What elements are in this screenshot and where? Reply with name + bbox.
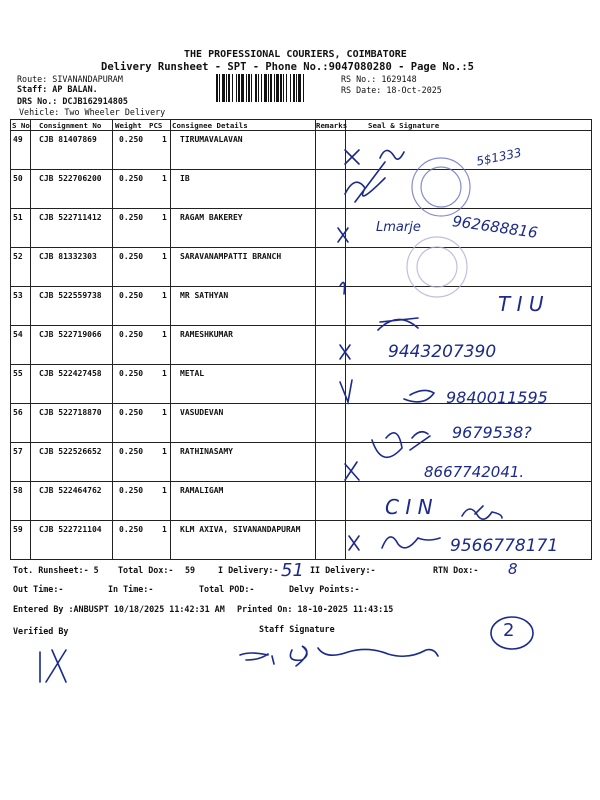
row-weight: 0.250 bbox=[119, 291, 144, 300]
row-pcs: 1 bbox=[162, 291, 167, 300]
row-weight: 0.250 bbox=[119, 330, 144, 339]
row-sno: 56 bbox=[13, 408, 23, 417]
row-sno: 50 bbox=[13, 174, 23, 183]
row-sno: 52 bbox=[13, 252, 23, 261]
drs-number: DRS No.: DCJB162914805 bbox=[17, 96, 128, 106]
row-pcs: 1 bbox=[162, 330, 167, 339]
row-consignee: KLM AXIVA, SIVANANDAPURAM bbox=[180, 525, 301, 534]
total-pod-label: Total POD:- bbox=[199, 584, 255, 594]
row53-note: T I U bbox=[498, 292, 544, 316]
row-weight: 0.250 bbox=[119, 408, 144, 417]
stamp-number: 5$1333 bbox=[475, 145, 523, 169]
row-pcs: 1 bbox=[162, 252, 167, 261]
row58-note: C I N bbox=[385, 495, 433, 519]
row-sno: 58 bbox=[13, 486, 23, 495]
row54-phone: 9443207390 bbox=[388, 342, 497, 362]
rs-number: RS No.: 1629148 bbox=[341, 74, 417, 84]
delvy-points-label: Delvy Points:- bbox=[289, 584, 360, 594]
row-consignment: CJB 522464762 bbox=[39, 486, 102, 495]
row-weight: 0.250 bbox=[119, 486, 144, 495]
row-weight: 0.250 bbox=[119, 447, 144, 456]
col-seal-header: Seal & Signature bbox=[368, 121, 440, 130]
i-delivery-label: I Delivery:- bbox=[218, 565, 279, 575]
row-sno: 57 bbox=[13, 447, 23, 456]
row-weight: 0.250 bbox=[119, 213, 144, 222]
row-weight: 0.250 bbox=[119, 135, 144, 144]
entered-by: Entered By :ANBUSPT 10/18/2025 11:42:31 AM bbox=[13, 604, 225, 614]
rtn-handwritten: 8 bbox=[508, 560, 518, 578]
printed-on: Printed On: 18-10-2025 11:43:15 bbox=[237, 604, 394, 614]
runsheet-title: Delivery Runsheet - SPT - Phone No.:9047080280 - Page No.:5 bbox=[101, 61, 474, 73]
row-consignment: CJB 522719066 bbox=[39, 330, 102, 339]
row-consignee: RAMALIGAM bbox=[180, 486, 224, 495]
row-sno: 54 bbox=[13, 330, 23, 339]
row-sno: 55 bbox=[13, 369, 23, 378]
total-runsheet: Tot. Runsheet:- 5 bbox=[13, 565, 99, 575]
in-time-label: In Time:- bbox=[108, 584, 154, 594]
company-name: THE PROFESSIONAL COURIERS, COIMBATORE bbox=[184, 49, 407, 60]
row-pcs: 1 bbox=[162, 213, 167, 222]
row-consignee: RAGAM BAKEREY bbox=[180, 213, 243, 222]
total-dox-value: 59 bbox=[185, 565, 196, 575]
row-consignment: CJB 522559738 bbox=[39, 291, 102, 300]
row-sno: 53 bbox=[13, 291, 23, 300]
row-pcs: 1 bbox=[162, 369, 167, 378]
row-pcs: 1 bbox=[162, 408, 167, 417]
row-consignment: CJB 81407869 bbox=[39, 135, 97, 144]
row-pcs: 1 bbox=[162, 525, 167, 534]
row-consignee: MR SATHYAN bbox=[180, 291, 229, 300]
row-consignee: VASUDEVAN bbox=[180, 408, 224, 417]
row-weight: 0.250 bbox=[119, 525, 144, 534]
staff-label: Staff: AP BALAN. bbox=[17, 84, 98, 94]
col-remarks-header: Remarks bbox=[316, 121, 348, 130]
row-consignee: SARAVANAMPATTI BRANCH bbox=[180, 252, 282, 261]
row-consignment: CJB 522706200 bbox=[39, 174, 102, 183]
i-delivery-handwritten: 51 bbox=[281, 560, 304, 581]
row-pcs: 1 bbox=[162, 447, 167, 456]
col-sno-header: S No bbox=[12, 121, 30, 130]
col-weight-header: Weight bbox=[115, 121, 142, 130]
col-pcs-header: PCS bbox=[149, 121, 163, 130]
row-weight: 0.250 bbox=[119, 369, 144, 378]
seal-stamp-2 bbox=[407, 237, 467, 297]
total-dox-label: Total Dox:- bbox=[118, 565, 174, 575]
row-consignee: RATHINASAMY bbox=[180, 447, 233, 456]
row-consignment: CJB 522711412 bbox=[39, 213, 102, 222]
ii-delivery-label: II Delivery:- bbox=[310, 565, 376, 575]
rtn-dox-label: RTN Dox:- bbox=[433, 565, 479, 575]
row-pcs: 1 bbox=[162, 174, 167, 183]
row-consignee: METAL bbox=[180, 369, 205, 378]
row-sno: 59 bbox=[13, 525, 23, 534]
row-consignee: RAMESHKUMAR bbox=[180, 330, 233, 339]
row57-phone: 8667742041. bbox=[424, 463, 525, 481]
row-consignment: CJB 522721104 bbox=[39, 525, 102, 534]
row51-sign: Lmarje bbox=[376, 220, 421, 235]
row-weight: 0.250 bbox=[119, 174, 144, 183]
row-pcs: 1 bbox=[162, 486, 167, 495]
row56-phone: 9679538? bbox=[452, 423, 532, 442]
col-consignment-header: Consignment No bbox=[39, 121, 102, 130]
row-consignment: CJB 522427458 bbox=[39, 369, 102, 378]
circle-number: 2 bbox=[503, 620, 515, 641]
row59-phone: 9566778171 bbox=[450, 536, 559, 556]
staff-signature-label: Staff Signature bbox=[259, 624, 335, 634]
row-pcs: 1 bbox=[162, 135, 167, 144]
verified-by-label: Verified By bbox=[13, 626, 69, 636]
rs-date: RS Date: 18-Oct-2025 bbox=[341, 85, 442, 95]
route-label: Route: SIVANANDAPURAM bbox=[17, 74, 123, 84]
row-sno: 49 bbox=[13, 135, 23, 144]
row55-phone: 9840011595 bbox=[446, 388, 548, 407]
row-weight: 0.250 bbox=[119, 252, 144, 261]
row-consignee: TIRUMAVALAVAN bbox=[180, 135, 243, 144]
row-consignment: CJB 522718870 bbox=[39, 408, 102, 417]
row-consignee: IB bbox=[180, 174, 190, 183]
vehicle-label: Vehicle: Two Wheeler Delivery bbox=[19, 107, 166, 117]
row-sno: 51 bbox=[13, 213, 23, 222]
col-consignee-header: Consignee Details bbox=[172, 121, 248, 130]
row-consignment: CJB 522526652 bbox=[39, 447, 102, 456]
row-consignment: CJB 81332303 bbox=[39, 252, 97, 261]
out-time-label: Out Time:- bbox=[13, 584, 64, 594]
row51-phone: 962688816 bbox=[451, 212, 539, 242]
